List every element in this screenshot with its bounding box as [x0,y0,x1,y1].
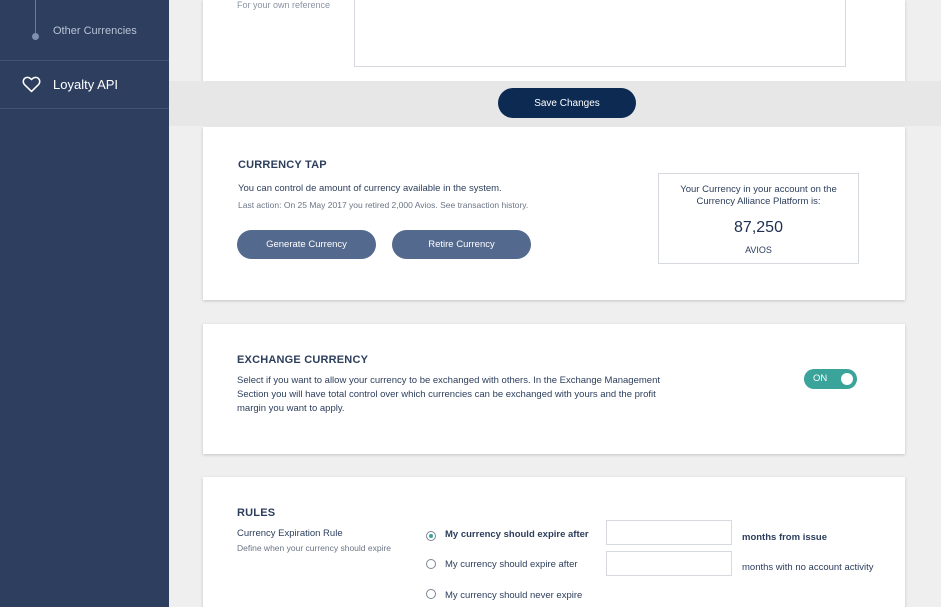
rules-card [203,477,905,607]
retire-currency-button[interactable]: Retire Currency [392,230,531,259]
suffix-label: months with no account activity [742,562,874,573]
sidebar-divider [0,108,169,109]
radio-label: My currency should expire after [445,529,589,540]
radio-label: My currency should never expire [445,590,583,601]
exchange-line2: Section you will have total control over which currencies can be exchanged with yours and the profit [237,389,656,400]
sidebar-item-label: Loyalty API [53,77,119,92]
months-from-issue-input[interactable] [606,520,732,545]
exchange-currency-card [203,324,905,454]
radio-label: My currency should expire after [445,559,578,570]
exchange-line1: Select if you want to allow your currency to be exchanged with others. In the Exchange Management [237,375,660,386]
sidebar-item-other-currencies[interactable]: Other Currencies [53,25,137,37]
radio-never-expire[interactable] [426,589,436,599]
currency-tap-description: You can control de amount of currency available in the system. [238,183,502,194]
exchange-toggle[interactable] [804,369,857,389]
radio-expire-from-issue[interactable] [426,531,436,541]
sidebar [0,0,169,607]
balance-label [659,184,858,208]
exchange-line3: margin you want to apply. [237,403,345,414]
balance-unit: AVIOS [745,245,772,255]
save-changes-button[interactable]: Save Changes [498,88,636,118]
balance-amount: 87,250 [734,219,783,236]
rules-title: RULES [237,507,276,519]
generate-currency-button[interactable]: Generate Currency [237,230,376,259]
sidebar-item-loyalty-api[interactable] [0,61,169,108]
suffix-label: months from issue [742,532,827,543]
months-no-activity-input[interactable] [606,551,732,576]
tree-line [35,0,36,36]
radio-expire-no-activity[interactable] [426,559,436,569]
currency-tap-card [203,127,905,300]
notes-hint: For your own reference [237,0,331,10]
balance-box [658,173,859,264]
currency-tap-title: CURRENCY TAP [238,159,327,171]
toggle-knob [841,373,853,385]
balance-label-line2: Currency Alliance Platform is: [696,196,821,207]
balance-label-line1: Your Currency in your account on the [680,184,837,195]
notes-textarea[interactable] [354,0,846,67]
toggle-label: ON [813,373,828,384]
exchange-title: EXCHANGE CURRENCY [237,354,369,366]
last-action-text[interactable]: Last action: On 25 May 2017 you retired 2,000 Avios. See transaction history. [238,200,529,210]
rule-description: Define when your currency should expire [237,543,392,553]
rule-name: Currency Expiration Rule [237,528,343,539]
tree-dot-icon [32,33,39,40]
heart-icon [22,76,41,93]
